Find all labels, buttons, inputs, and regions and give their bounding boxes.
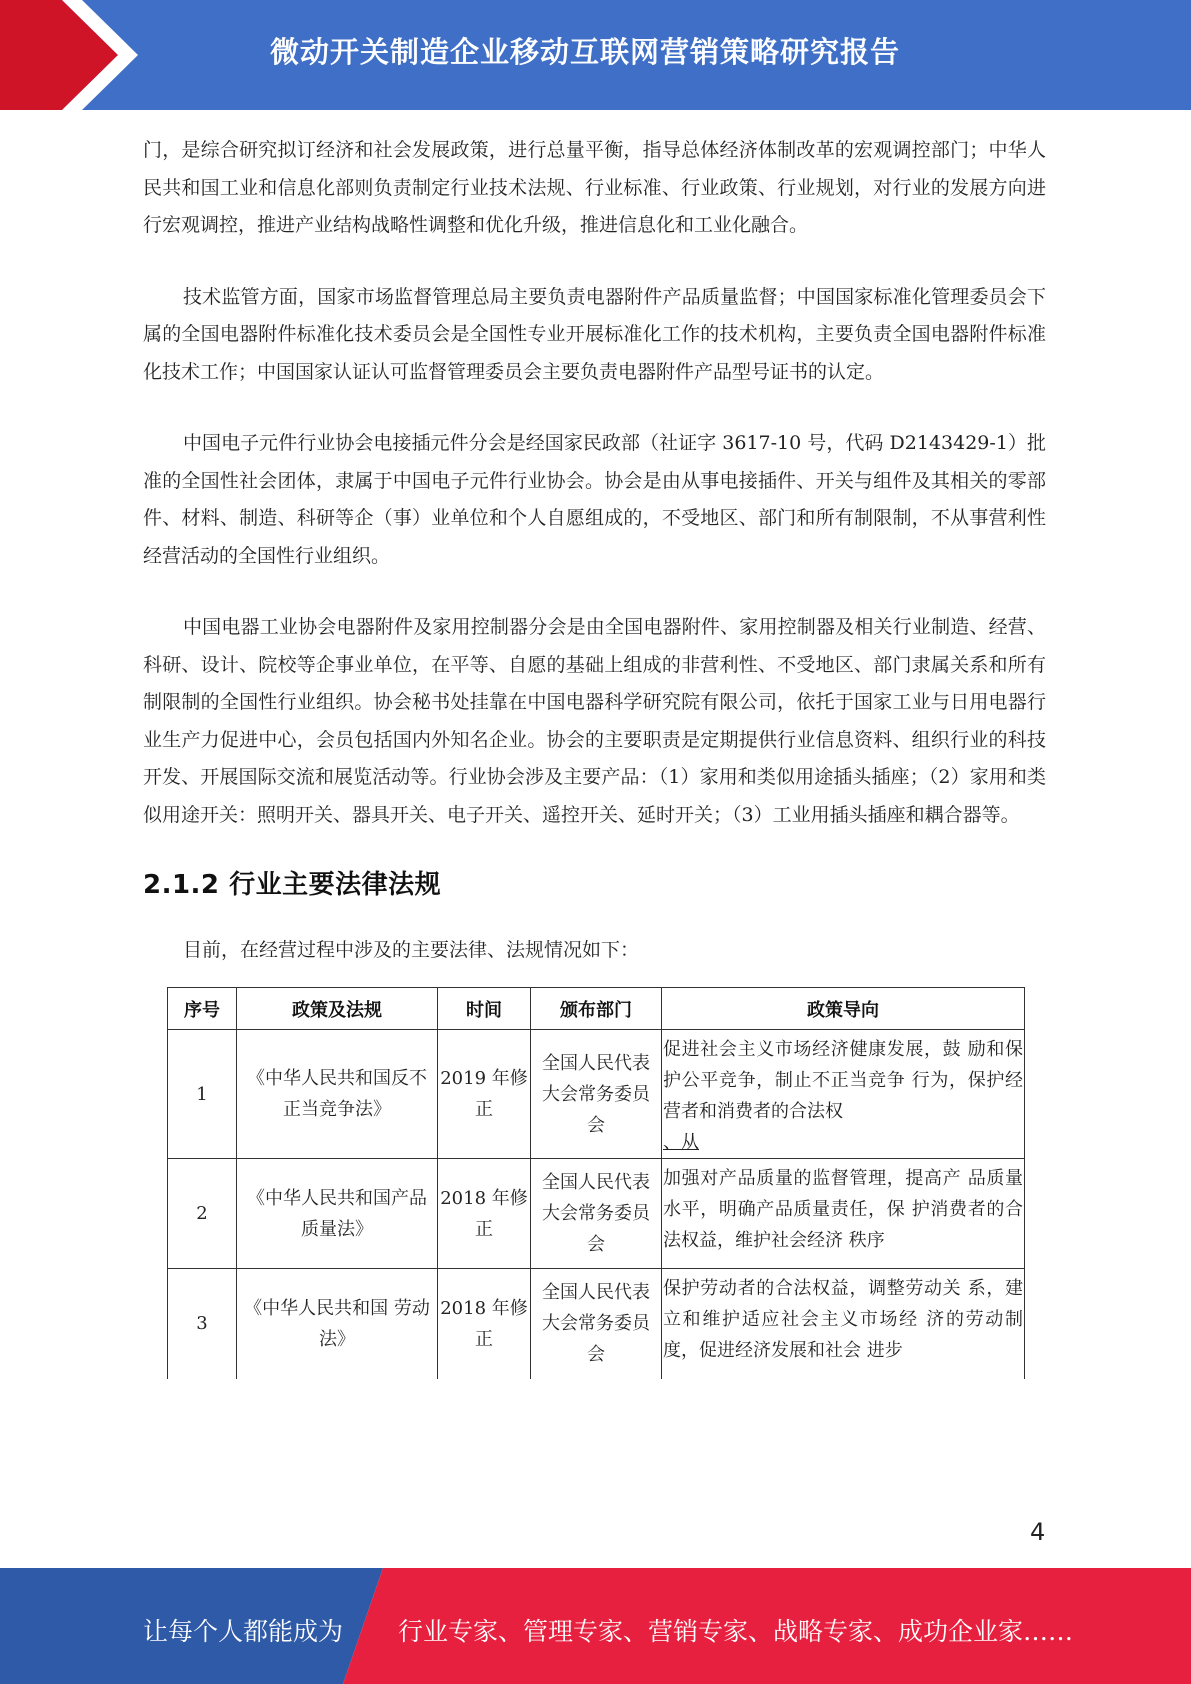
header-number: 序号 xyxy=(168,988,237,1030)
row-law: 《中华人民共和国 劳动法》 xyxy=(237,1269,438,1379)
row-policy-tail: 、从 xyxy=(663,1132,699,1153)
paragraph-electronic-components-association: 中国电子元件行业协会电接插元件分会是经国家民政部（社证字 3617-10 号，代码 D2143429-1）批准的全国性社会团体，隶属于中国电子元件行业协会。协会是由从事电接插件、开关与组件及其相关的零部件、材料、制造、科研等企（事）业单位和个人自愿组成的，不受地区、部门和所有制限制，不从事营利性经营活动的全国性行业组织。 xyxy=(143,432,1046,567)
main-content xyxy=(143,132,1046,1379)
row-policy: 加强对产品质量的监督管理，提高产 品质量水平，明确产品质量责任，保 护消费者的合法权益，维护社会经济 秩序 xyxy=(662,1159,1025,1269)
row-number: 1 xyxy=(168,1030,237,1159)
paragraph-technical-supervision: 技术监管方面，国家市场监督管理总局主要负责电器附件产品质量监督；中国国家标准化管理委员会下属的全国电器附件标准化技术委员会是全国性专业开展标准化工作的技术机构，主要负责全国电器附件标准化技术工作；中国国家认证认可监督管理委员会主要负责电器附件产品型号证书的认定。 xyxy=(143,285,1046,383)
header-red-arrow xyxy=(0,0,150,110)
row-number: 2 xyxy=(168,1159,237,1269)
row-department: 全国人民代表大会常务委员会 xyxy=(531,1030,662,1159)
table-header-row xyxy=(168,988,1025,1030)
table-row xyxy=(168,1159,1025,1269)
footer-slogan-left: 让每个人都能成为 xyxy=(143,1617,344,1646)
row-policy xyxy=(662,1030,1025,1159)
row-law: 《中华人民共和国反不正当竞争法》 xyxy=(237,1030,438,1159)
footer-banner xyxy=(0,1568,1191,1684)
header-title: 微动开关制造企业移动互联网营销策略研究报告 xyxy=(270,35,901,69)
header-policy: 政策导向 xyxy=(662,988,1025,1030)
page-number: 4 xyxy=(1030,1518,1046,1546)
row-policy-text: 促进社会主义市场经济健康发展，鼓 励和保护公平竞争，制止不正当竞争 行为，保护经营者和消费者的合法权 xyxy=(663,1039,1023,1122)
footer-slogan-right: 行业专家、管理专家、营销专家、战略专家、成功企业家…… xyxy=(398,1617,1074,1646)
row-number: 3 xyxy=(168,1269,237,1379)
section-heading: 2.1.2 行业主要法律法规 xyxy=(143,870,442,900)
table-row xyxy=(168,1030,1025,1159)
header-time: 时间 xyxy=(438,988,531,1030)
paragraph-regulatory-departments: 门，是综合研究拟订经济和社会发展政策，进行总量平衡，指导总体经济体制改革的宏观调控部门；中华人民共和国工业和信息化部则负责制定行业技术法规、行业标准、行业政策、行业规划，对行业的发展方向进行宏观调控，推进产业结构战略性调整和优化升级，推进信息化和工业化融合。 xyxy=(143,139,1046,236)
header-banner xyxy=(0,0,1191,110)
row-time: 2019 年修正 xyxy=(438,1030,531,1159)
paragraph-electrical-industry-association: 中国电器工业协会电器附件及家用控制器分会是由全国电器附件、家用控制器及相关行业制造、经营、科研、设计、院校等企事业单位，在平等、自愿的基础上组成的非营利性、不受地区、部门隶属关系和所有制限制的全国性行业组织。协会秘书处挂靠在中国电器科学研究院有限公司，依托于国家工业与日用电器行业生产力促进中心，会员包括国内外知名企业。协会的主要职责是定期提供行业信息资料、组织行业的科技开发、开展国际交流和展览活动等。行业协会涉及主要产品：（1）家用和类似用途插头插座；（2）家用和类似用途开关：照明开关、器具开关、电子开关、遥控开关、延时开关；（3）工业用插头插座和耦合器等。 xyxy=(143,616,1046,826)
row-time: 2018 年修正 xyxy=(438,1159,531,1269)
row-department: 全国人民代表大会常务委员会 xyxy=(531,1159,662,1269)
row-time: 2018 年修正 xyxy=(438,1269,531,1379)
row-policy: 保护劳动者的合法权益，调整劳动关 系，建立和维护适应社会主义市场经 济的劳动制度，促进经济发展和社会 进步 xyxy=(662,1269,1025,1379)
section-intro: 目前，在经营过程中涉及的主要法律、法规情况如下： xyxy=(183,939,640,961)
row-law: 《中华人民共和国产品质量法》 xyxy=(237,1159,438,1269)
header-law: 政策及法规 xyxy=(237,988,438,1030)
row-department: 全国人民代表大会常务委员会 xyxy=(531,1269,662,1379)
laws-table xyxy=(167,987,1025,1379)
table-row xyxy=(168,1269,1025,1379)
header-department: 颁布部门 xyxy=(531,988,662,1030)
